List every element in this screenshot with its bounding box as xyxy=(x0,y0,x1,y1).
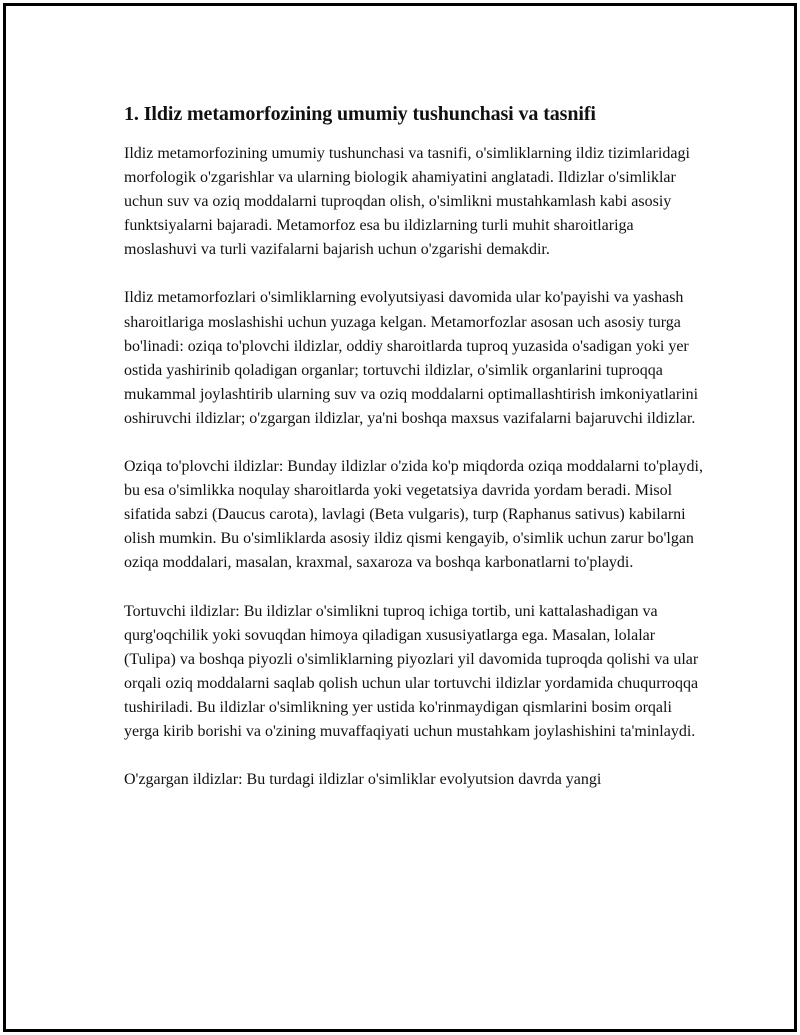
paragraph-contractile-roots: Tortuvchi ildizlar: Bu ildizlar o'simlikni tuproq ichiga tortib, uni kattalashadigan va qurg'oqchilik yoki sovuqdan himoya qiladigan xususiyatlarga ega. Masalan, lolalar (Tulipa) va boshqa piyozli o'simliklarning piyozlari yil davomida tuproqda qolishi va ular orqali oziq moddalarni saqlab qolish uchun ular tortuvchi ildizlar yordamida chuqurroqqa tushiriladi. Bu ildizlar o'simlikning yer ustida ko'rinmaydigan qismlarini bosim orqali yerga kirib borishi va o'zining muvaffaqiyati uchun mustahkam joylashishini ta'minlaydi. xyxy=(124,602,699,740)
paragraph-storage-roots: Oziqa to'plovchi ildizlar: Bunday ildizlar o'zida ko'p miqdorda oziqa moddalarni to'playdi, bu esa o'simlikka noqulay sharoitlarda yoki vegetatsiya davrida yordam beradi. Misol sifatida sabzi (Daucus carota), lavlagi (Beta vulgaris), turp (Raphanus sativus) kabilarni olish mumkin. Bu o'simliklarda asosiy ildiz qismi kengayib, o'simlik uchun zarur bo'lgan oziqa moddalari, masalan, kraxmal, saxaroza va boshqa karbonatlarni to'playdi. xyxy=(124,458,703,572)
paragraph-modified-roots: O'zgargan ildizlar: Bu turdagi ildizlar o'simliklar evolyutsion davrda yangi xyxy=(124,771,602,789)
paragraph-evolution: Ildiz metamorfozlari o'simliklarning evolyutsiyasi davomida ular ko'payishi va yashash sharoitlariga moslashishi uchun yuzaga kelgan. Metamorfozlar asosan uch asosiy turga bo'linadi: oziqa to'plovchi ildizlar, oddiy sharoitlarda tuproq yuzasida o'sadigan yoki yer ostida yashirinib qoladigan organlar; tortuvchi ildizlar, o'simlik organlarini tuproqqa mukammal joylashtirib ularning suv va oziq moddalarni optimallashtirish imkoniyatlarini oshiruvchi ildizlar; o'zgargan ildizlar, ya'ni boshqa maxsus vazifalarni bajaruvchi ildizlar. xyxy=(124,289,699,427)
section-heading: 1. Ildiz metamorfozining umumiy tushunchasi va tasnifi xyxy=(124,103,596,125)
paragraph-intro: Ildiz metamorfozining umumiy tushunchasi va tasnifi, o'simliklarning ildiz tizimlaridagi morfologik o'zgarishlar va ularning biologik ahamiyatini anglatadi. Ildizlar o'simliklar uchun suv va oziq moddalarni tuproqdan olish, o'simlikni mustahkamlash kabi asosiy funktsiyalarni bajaradi. Metamorfoz esa bu ildizlarning turli muhit sharoitlariga moslashuvi va turli vazifalarni bajarish uchun o'zgarishi demakdir. xyxy=(124,145,690,259)
document-body xyxy=(124,102,704,816)
page-frame xyxy=(3,3,797,1032)
